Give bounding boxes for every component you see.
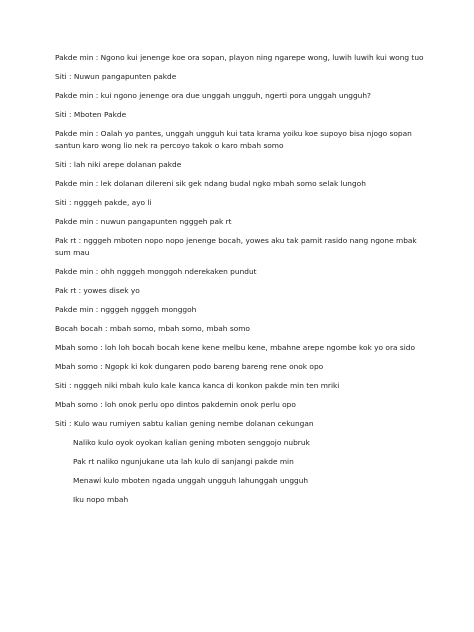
dialogue-line: Pakde min : ngggeh ngggeh monggoh xyxy=(55,305,197,314)
dialogue-line: Pakde min : ohh ngggeh monggoh nderekaken pundut xyxy=(55,267,257,276)
dialogue-line: Iku nopo mbah xyxy=(73,495,129,504)
dialogue-line: Mbah somo : loh onok perlu opo dintos pakdemin onok perlu opo xyxy=(55,400,296,409)
dialogue-line: Siti : ngggeh pakde, ayo li xyxy=(55,198,152,207)
dialogue-line: Bocah bocah : mbah somo, mbah somo, mbah somo xyxy=(55,324,250,333)
dialogue-line: Siti : lah niki arepe dolanan pakde xyxy=(55,160,182,169)
dialogue-line: Mbah somo : loh loh bocah bocah kene kene melbu kene, mbahne arepe ngombe kok yo ora sido xyxy=(55,343,415,352)
dialogue-line: Naliko kulo oyok oyokan kalian gening mboten senggojo nubruk xyxy=(73,438,310,447)
dialogue-line: Pakde min : lek dolanan dilereni sik gek ndang budal ngko mbah somo selak lungoh xyxy=(55,179,366,188)
dialogue-line: Mbah somo : Ngopk ki kok dungaren podo bareng bareng rene onok opo xyxy=(55,362,324,371)
dialogue-line: Pakde min : Oalah yo pantes, unggah ungguh kui tata krama yoiku koe supoyo bisa njogo sopan santun karo wong lio nek ra percoyo takok o karo mbah somo xyxy=(55,129,412,151)
dialogue-line: Pak rt : ngggeh mboten nopo nopo jenenge bocah, yowes aku tak pamit rasido nang ngone mbak sum mau xyxy=(55,236,417,258)
dialogue-line: Siti : Kulo wau rumiyen sabtu kalian gening nembe dolanan cekungan xyxy=(55,419,314,428)
dialogue-line: Pak rt naliko ngunjukane uta lah kulo di sanjangi pakde min xyxy=(73,457,294,466)
dialogue-line: Siti : ngggeh niki mbah kulo kale kanca kanca di konkon pakde min ten mriki xyxy=(55,381,340,390)
dialogue-line: Pak rt : yowes disek yo xyxy=(55,286,140,295)
dialogue-line: Menawi kulo mboten ngada unggah ungguh lahunggah ungguh xyxy=(73,476,309,485)
dialogue-line: Pakde min : Ngono kui jenenge koe ora sopan, playon ning ngarepe wong, luwih luwih kui wong tuo xyxy=(55,53,424,62)
dialogue-line: Siti : Mboten Pakde xyxy=(55,110,127,119)
dialogue-line: Siti : Nuwun pangapunten pakde xyxy=(55,72,177,81)
dialogue-line: Pakde min : kui ngono jenenge ora due unggah ungguh, ngerti pora unggah ungguh? xyxy=(55,91,371,100)
dialogue-line: Pakde min : nuwun pangapunten ngggeh pak rt xyxy=(55,217,232,226)
